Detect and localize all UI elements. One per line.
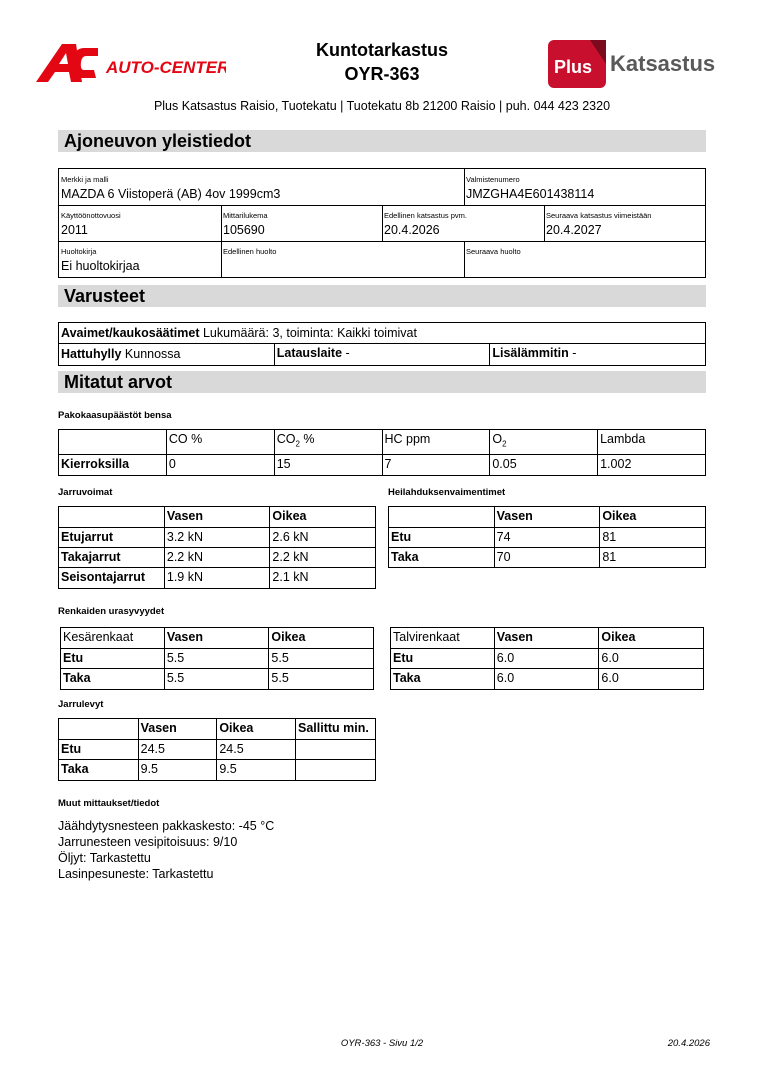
value-o2: 0.05 [490, 454, 598, 475]
prev-inspection-cell [382, 209, 544, 241]
heater-cell: Lisälämmitin - [490, 344, 706, 366]
list-item: Lasinpesuneste: Tarkastettu [58, 867, 214, 881]
discs-col-left: Vasen [138, 719, 217, 740]
table-cell: 1.9 kN [164, 568, 270, 589]
winter-col-left: Vasen [494, 628, 599, 649]
table-row-label: Etu [391, 649, 495, 669]
value-co2: 15 [274, 454, 382, 475]
table-cell: 24.5 [217, 740, 296, 760]
next-inspection-label: Seuraava katsastus viimeistään [546, 211, 652, 220]
table-cell: 5.5 [269, 669, 374, 690]
make-model-cell [59, 173, 464, 205]
prev-inspection-label: Edellinen katsastus pvm. [384, 211, 467, 220]
table-cell: 2.6 kN [270, 528, 376, 548]
summer-col-right: Oikea [269, 628, 374, 649]
table-cell: 5.5 [269, 649, 374, 669]
table-cell: 6.0 [494, 669, 599, 690]
table-cell: 74 [494, 528, 600, 548]
odometer-cell [221, 209, 382, 241]
section-general: Ajoneuvon yleistiedot [58, 130, 706, 152]
table-row-label: Taka [59, 760, 139, 781]
table-row-label: Seisontajarrut [59, 568, 165, 589]
emissions-table [58, 429, 706, 476]
table-cell: 5.5 [164, 649, 269, 669]
vin-label: Valmistenumero [466, 175, 520, 184]
charger-cell: Latauslaite - [274, 344, 490, 366]
col-co2: $CO_2$ % [274, 430, 382, 455]
col-co: CO % [166, 430, 274, 455]
table-row-label: Etujarrut [59, 528, 165, 548]
table-cell: 5.5 [164, 669, 269, 690]
table-cell: 6.0 [599, 649, 704, 669]
table-row-label: Etu [389, 528, 495, 548]
misc-title: Muut mittaukset/tiedot [58, 798, 160, 809]
table-cell [296, 740, 376, 760]
page-title [232, 38, 532, 86]
table-cell: 70 [494, 548, 600, 568]
table-cell: 2.2 kN [270, 548, 376, 568]
col-o2: $O_2$ [490, 430, 598, 455]
title-line-2: OYR-363 [344, 64, 420, 84]
summer-tires-label: Kesärenkaat [61, 628, 165, 649]
list-item: Jäähdytysnesteen pakkaskesto: -45 °C [58, 819, 275, 833]
winter-tires-table [390, 627, 704, 690]
brakes-col-left: Vasen [164, 507, 270, 528]
shocks-title: Heilahduksenvaimentimet [388, 487, 506, 498]
shocks-col-left: Vasen [494, 507, 600, 528]
first-use-value: 2011 [61, 223, 88, 237]
emissions-title: Pakokaasupäästöt bensa [58, 410, 172, 421]
table-row-label: Taka [61, 669, 165, 690]
table-cell: 24.5 [138, 740, 217, 760]
brakes-table [58, 506, 376, 589]
service-book-value: Ei huoltokirjaa [61, 259, 140, 273]
list-item: Öljyt: Tarkastettu [58, 851, 151, 865]
prev-service-label: Edellinen huolto [223, 247, 277, 256]
table-cell: 3.2 kN [164, 528, 270, 548]
equipment-table [58, 322, 706, 366]
table-row-label: Takajarrut [59, 548, 165, 568]
winter-tires-label: Talvirenkaat [391, 628, 495, 649]
odometer-value: 105690 [223, 223, 265, 237]
table-cell [296, 760, 376, 781]
winter-col-right: Oikea [599, 628, 704, 649]
table-cell: 81 [600, 528, 706, 548]
discs-table [58, 718, 376, 781]
summer-tires-table [60, 627, 374, 690]
section-equipment: Varusteet [58, 285, 706, 307]
table-row-label: Taka [391, 669, 495, 690]
prev-service-cell [221, 245, 464, 258]
row-label-rpm: Kierroksilla [59, 454, 167, 475]
table-row-label: Etu [59, 740, 139, 760]
table-cell: 9.5 [138, 760, 217, 781]
value-co: 0 [166, 454, 274, 475]
tires-title: Renkaiden urasyvyydet [58, 606, 165, 617]
station-address: Plus Katsastus Raisio, Tuotekatu | Tuotekatu 8b 21200 Raisio | puh. 044 423 2320 [153, 99, 611, 113]
table-cell: 6.0 [599, 669, 704, 690]
service-book-cell [59, 245, 221, 277]
title-line-1: Kuntotarkastus [315, 40, 449, 60]
summer-col-left: Vasen [164, 628, 269, 649]
first-use-label: Käyttöönottovuosi [61, 211, 121, 220]
odometer-label: Mittarilukema [223, 211, 268, 220]
misc-list [58, 818, 274, 882]
next-service-label: Seuraava huolto [466, 247, 521, 256]
value-lambda: 1.002 [598, 454, 706, 475]
brakes-col-right: Oikea [270, 507, 376, 528]
discs-col-right: Oikea [217, 719, 296, 740]
keys-cell: Avaimet/kaukosäätimet Lukumäärä: 3, toiminta: Kaikki toimivat [59, 323, 706, 344]
discs-col-min: Sallittu min. [296, 719, 376, 740]
make-model-label: Merkki ja malli [61, 175, 109, 184]
table-cell: 2.1 kN [270, 568, 376, 589]
col-hc: HC ppm [382, 430, 490, 455]
plus-katsastus-logo [546, 38, 728, 90]
table-cell: 2.2 kN [164, 548, 270, 568]
discs-title: Jarrulevyt [58, 699, 104, 710]
table-row-label: Taka [389, 548, 495, 568]
vehicle-info-grid [58, 168, 706, 278]
brakes-title: Jarruvoimat [58, 487, 113, 498]
plus-wordmark: Plus [554, 57, 593, 77]
shocks-table [388, 506, 706, 568]
table-cell: 6.0 [494, 649, 599, 669]
page-footer-date: 20.4.2026 [667, 1038, 710, 1049]
auto-center-logo [36, 42, 226, 86]
hat-shelf-cell: Hattuhylly Kunnossa [59, 344, 275, 366]
katsastus-wordmark: Katsastus [610, 51, 716, 76]
auto-center-wordmark: AUTO-CENTER [106, 58, 226, 77]
section-measured: Mitatut arvot [58, 371, 706, 393]
next-inspection-value: 20.4.2027 [546, 223, 602, 237]
col-lambda: Lambda [598, 430, 706, 455]
prev-inspection-value: 20.4.2026 [384, 223, 440, 237]
list-item: Jarrunesteen vesipitoisuus: 9/10 [58, 835, 238, 849]
shocks-col-right: Oikea [600, 507, 706, 528]
service-book-label: Huoltokirja [61, 247, 97, 256]
next-inspection-cell [544, 209, 705, 241]
make-model-value: MAZDA 6 Viistoperä (AB) 4ov 1999cm3 [61, 187, 281, 201]
table-cell: 9.5 [217, 760, 296, 781]
vin-value: JMZGHA4E601438114 [466, 187, 595, 201]
next-service-cell [464, 245, 705, 258]
value-hc: 7 [382, 454, 490, 475]
vin-cell [464, 173, 705, 205]
first-use-cell [59, 209, 221, 241]
page-footer-number: OYR-363 - Sivu 1/2 [340, 1038, 424, 1049]
table-row-label: Etu [61, 649, 165, 669]
table-cell: 81 [600, 548, 706, 568]
